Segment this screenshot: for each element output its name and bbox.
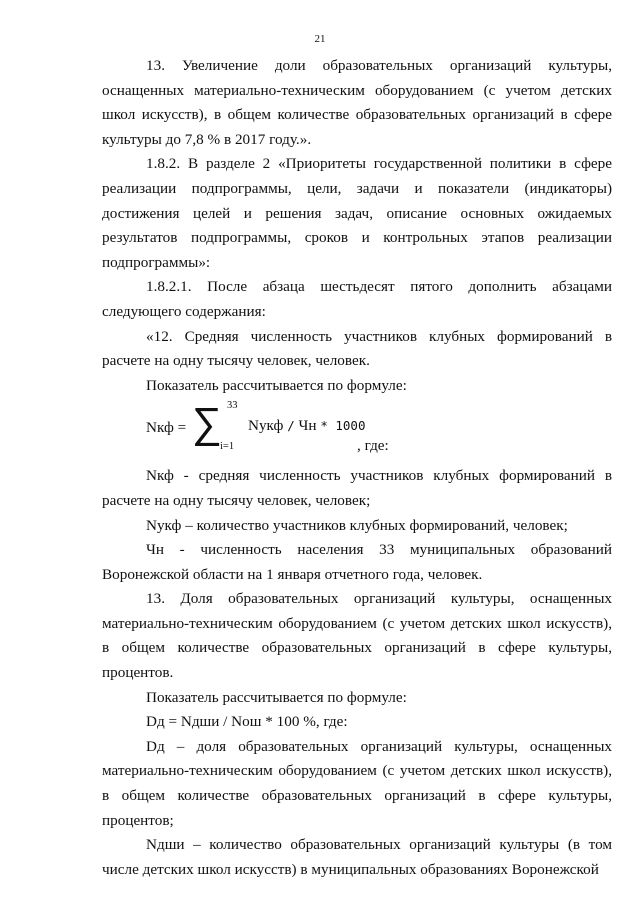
paragraph-dd-definition: Dд – доля образовательных организаций культуры, оснащенных материально-техническим оборудованием (с учетом детских школ искусств), в общем количестве образовательных организаций в сфере культуры, процентов;	[102, 737, 612, 829]
sum-symbol: ∑	[192, 398, 222, 448]
formula-suffix: , где:	[357, 437, 389, 455]
formula-term: Nукф	[248, 417, 284, 435]
paragraph-formula-intro-2: Показатель рассчитывается по формуле:	[146, 688, 407, 706]
sum-lower-limit: i=1	[220, 441, 235, 453]
formula-slash: /	[287, 418, 295, 434]
paragraph-section-1-8-2-1: 1.8.2.1. После абзаца шестьдесят пятого дополнить абзацами следующего содержания:	[102, 278, 612, 320]
formula-lhs: Nкф =	[146, 419, 187, 437]
formula-nkf	[102, 398, 612, 464]
paragraph-item-13-increase: 13. Увеличение доли образовательных организаций культуры, оснащенных материально-техническим оборудованием (с учетом детских школ искусств), в общем количестве образовательных организаций в сфере культуры до 7,8 % в 2017 году.».	[102, 57, 612, 148]
formula-dd: Dд = Nдши / Nош * 100 %, где:	[146, 713, 348, 731]
paragraph-indicator-13: 13. Доля образовательных организаций культуры, оснащенных материально-техническим оборудованием (с учетом детских школ искусств), в общем количестве образовательных организаций в сфере культуры, процентов.	[102, 590, 612, 682]
paragraph-indicator-12: «12. Средняя численность участников клубных формирований в расчете на одну тысячу человек, человек.	[102, 327, 612, 370]
page-number: 21	[314, 33, 326, 45]
paragraph-nukf-definition: Nукф – количество участников клубных формирований, человек;	[146, 516, 568, 534]
paragraph-nkf-definition: Nкф - средняя численность участников клубных формирований в расчете на одну тысячу человек, человек;	[102, 467, 612, 509]
formula-multiplier: * 1000	[320, 418, 366, 434]
paragraph-formula-intro-1: Показатель рассчитывается по формуле:	[146, 376, 407, 394]
paragraph-section-1-8-2: 1.8.2. В разделе 2 «Приоритеты государственной политики в сфере реализации подпрограммы, цели, задачи и показатели (индикаторы) достижения целей и решения задач, описание основных ожидаемых результатов подпрограммы, сроков и контрольных этапов реализации подпрограммы»:	[102, 155, 612, 271]
formula-body	[248, 414, 365, 439]
formula-divisor: Чн	[298, 417, 317, 435]
paragraph-chn-definition: Чн - численность населения 33 муниципальных образований Воронежской области на 1 января отчетного года, человек.	[102, 541, 612, 583]
sum-upper-limit: 33	[227, 400, 238, 412]
document-body	[102, 54, 612, 882]
paragraph-ndshi-definition: Nдши – количество образовательных организаций культуры (в том числе детских школ искусств) в муниципальных образованиях Воронежской	[102, 836, 612, 878]
